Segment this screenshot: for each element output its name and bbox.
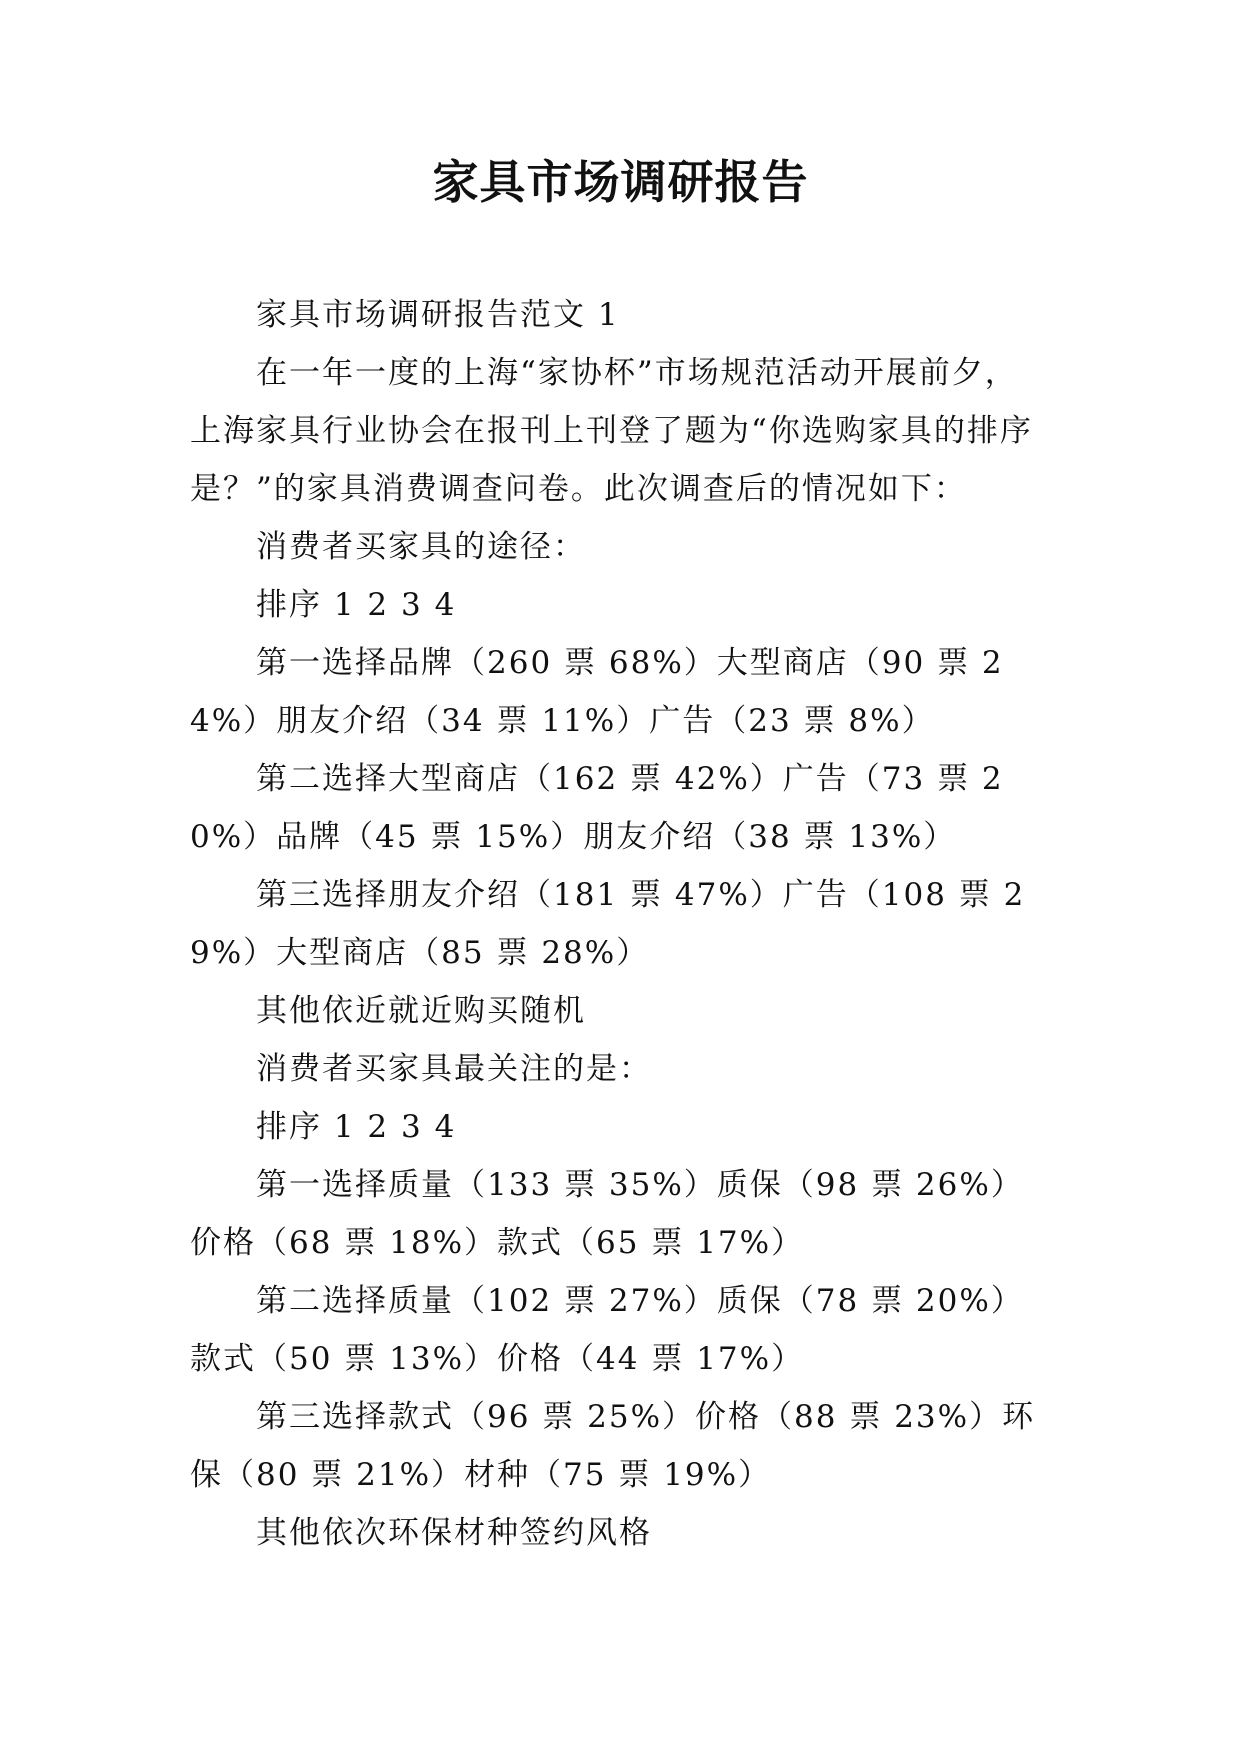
paragraph-concern-first-choice: 第一选择质量（133 票 35%）质保（98 票 26%）价格（68 票 18%）款式（65 票 17%）	[190, 1167, 1024, 1261]
paragraph-channel-other: 其他依近就近购买随机	[256, 993, 586, 1029]
paragraph-channel-first-choice: 第一选择品牌（260 票 68%）大型商店（90 票 24%）朋友介绍（34 票 11%）广告（23 票 8%）	[190, 645, 1004, 739]
paragraph-concern-third-choice: 第三选择款式（96 票 25%）价格（88 票 23%）环保（80 票 21%）材种（75 票 19%）	[190, 1399, 1036, 1493]
paragraph-heading-sample-1: 家具市场调研报告范文 1	[256, 297, 620, 333]
paragraph-channel-third-choice: 第三选择朋友介绍（181 票 47%）广告（108 票 29%）大型商店（85 票 28%）	[190, 877, 1026, 971]
paragraph-channel-second-choice: 第二选择大型商店（162 票 42%）广告（73 票 20%）品牌（45 票 15%）朋友介绍（38 票 13%）	[190, 761, 1004, 855]
document-body	[190, 286, 1050, 1562]
paragraph-ranking-header: 排序 1 2 3 4	[256, 1109, 457, 1145]
paragraph-concerns-heading: 消费者买家具最关注的是：	[256, 1051, 652, 1087]
document-title: 家具市场调研报告	[432, 155, 809, 209]
paragraph-intro: 在一年一度的上海“家协杯”市场规范活动开展前夕，上海家具行业协会在报刊上刊登了题为“你选购家具的排序是？”的家具消费调查问卷。此次调查后的情况如下：	[190, 355, 1033, 507]
paragraph-concern-second-choice: 第二选择质量（102 票 27%）质保（78 票 20%）款式（50 票 13%）价格（44 票 17%）	[190, 1283, 1024, 1377]
paragraph-ranking-header: 排序 1 2 3 4	[256, 587, 457, 623]
paragraph-purchase-channels-heading: 消费者买家具的途径：	[256, 529, 586, 565]
paragraph-concern-other: 其他依次环保材种签约风格	[256, 1515, 652, 1551]
